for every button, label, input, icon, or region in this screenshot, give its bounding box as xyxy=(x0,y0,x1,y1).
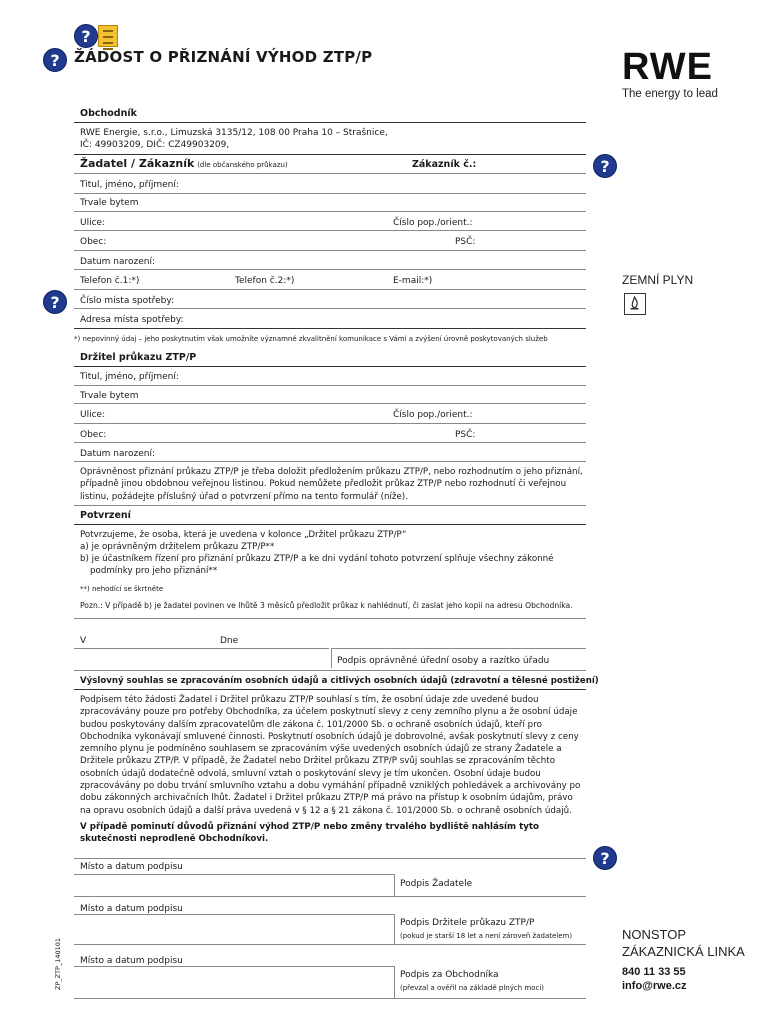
confirmation-line-4: podmínky pro jeho přiznání** xyxy=(90,566,218,576)
holder-name-field[interactable]: Titul, jméno, příjmení: xyxy=(80,372,179,382)
consent-text: Podpisem této žádosti Žadatel i Držitel průkazu ZTP/P souhlasí s tím, že osobní údaje zde uvedené budou zpracovávány pouze pro potřeby Obchodníka, za účelem poskytnutí slevy z ceny zemního plynu a že osobní údaje budou poskytovány dalším zpracovatelům dle zákona č. 101/2000 Sb. o ochraně osobních údajů, kteří pro Obchodníka vykonávají smluvené činnosti. Poskytnutí osobních údajů je dobrovolné, avšak poskytnutí slevy z ceny zemního plynu je podmíněno souhlasem se zpracováním výše uvedených osobních údajů ze strany Žadatele a Držitele průkazu ZTP/P. V případě, že Žadatel nebo Držitel průkazu ZTP/P svůj souhlas se zpracováním těchto osobních údajů dodatečně odvolá, smluvní vztah o poskytování slevy je tím ukončen. Osobní údaje budou zpracovávány po dobu trvání smluvního vztahu a dobu vymáhání případně vzniklých pohledávek a archivovány po dobu zákonných archivačních lhůt. Žadatel i Držitel průkazu ZTP/P má právo na přístup k osobním údajům, právo na opravu osobních údajů a další práva uvedená v § 12 a § 21 zákona č. 101/2000 Sb. o ochraně osobních údajů. xyxy=(80,695,581,816)
optional-footnote: *) nepovinný údaj – jeho poskytnutím však umožníte významné zkvalitnění komunikace s Vámi a zvýšení úrovně poskytovaných služeb xyxy=(74,335,548,343)
applicant-name-field[interactable]: Titul, jméno, příjmení: xyxy=(80,180,179,190)
consumption-place-number-field[interactable]: Číslo místa spotřeby: xyxy=(80,296,175,306)
place-date-1-field[interactable]: Místo a datum podpisu xyxy=(80,862,183,872)
applicant-house-number-field[interactable]: Číslo pop./orient.: xyxy=(393,218,473,228)
applicant-email-field[interactable]: E-mail:*) xyxy=(393,276,433,286)
place-date-2-field[interactable]: Místo a datum podpisu xyxy=(80,904,183,914)
help-icon-signature[interactable]: ? xyxy=(593,846,617,870)
applicant-signature-field[interactable]: Podpis Žadatele xyxy=(400,879,473,889)
holder-signature-note: (pokud je starší 18 let a není zároveň žadatelem) xyxy=(400,932,573,940)
holder-note: Oprávněnost přiznání průkazu ZTP/P je třeba doložit předložením průkazu ZTP/P, nebo rozhodnutím o jeho přiznání, případně jinou obdobnou veřejnou listinou. Pokud nemůžete předložit průkaz ZTP/P nebo rozhodnutí či veřejnou listinu, požádejte příslušný úřad o potvrzení přímo na tento formulář (níže). xyxy=(80,467,583,502)
rwe-logo xyxy=(622,48,734,100)
applicant-phone2-field[interactable]: Telefon č.2:*) xyxy=(235,276,295,286)
form-code: ZP_ZTP_140101 xyxy=(54,937,62,990)
help-icon-top[interactable]: ? xyxy=(74,24,98,48)
applicant-birthdate-field[interactable]: Datum narození: xyxy=(80,257,156,267)
trader-ids: IČ: 49903209, DIČ: CZ49903209, xyxy=(80,140,230,150)
confirmation-note: Pozn.: V případě b) je žadatel povinen ve lhůtě 3 měsíců předložit průkaz k nahlédnutí, či zaslat jeho kopii na adresu Obchodníka. xyxy=(80,601,573,610)
place-date-3-field[interactable]: Místo a datum podpisu xyxy=(80,956,183,966)
holder-heading: Držitel průkazu ZTP/P xyxy=(80,352,197,363)
trader-signature-note: (převzal a ověřil na základě plných moci) xyxy=(400,984,545,992)
help-icon-place[interactable]: ? xyxy=(43,290,67,314)
applicant-residence-label: Trvale bytem xyxy=(80,198,139,208)
applicant-city-field[interactable]: Obec: xyxy=(80,237,107,247)
confirmation-line-1: Potvrzujeme, že osoba, která je uvedena v kolonce „Držitel průkazu ZTP/P“ xyxy=(80,530,407,540)
brand-tagline: The energy to lead xyxy=(622,88,718,100)
hotline-label-1: NONSTOP xyxy=(622,927,687,942)
confirmation-line-3: b) je účastníkem řízení pro přiznání průkazu ZTP/P a ke dni vydání tohoto potvrzení splňuje všechny zákonné xyxy=(80,554,554,564)
confirmation-date-label: Dne xyxy=(220,636,239,646)
document-icon[interactable] xyxy=(98,25,118,47)
consent-heading: Výslovný souhlas se zpracováním osobních údajů a citlivých osobních údajů (zdravotní a tělesné postižení) xyxy=(80,676,599,686)
holder-street-field[interactable]: Ulice: xyxy=(80,410,106,420)
holder-signature-field[interactable]: Podpis Držitele průkazu ZTP/P xyxy=(400,918,535,928)
hotline-phone[interactable]: 840 11 33 55 xyxy=(622,966,686,978)
confirmation-place-label: V xyxy=(80,636,87,646)
applicant-street-field[interactable]: Ulice: xyxy=(80,218,106,228)
strike-footnote: **) nehodící se škrtněte xyxy=(80,585,164,593)
customer-number-label: Zákazník č.: xyxy=(412,159,477,170)
confirmation-heading: Potvrzení xyxy=(80,510,131,521)
flame-icon xyxy=(624,293,646,315)
page-title: ŽÁDOST O PŘIZNÁNÍ VÝHOD ZTP/P xyxy=(74,48,373,66)
brand-name: RWE xyxy=(622,46,713,88)
consent-bold-note: V případě pominutí důvodů přiznání výhod ZTP/P nebo změny trvalého bydliště nahlásím tyto skutečnosti neprodleně Obchodníkovi. xyxy=(80,822,540,845)
holder-birthdate-field[interactable]: Datum narození: xyxy=(80,449,156,459)
help-icon-customer[interactable]: ? xyxy=(593,154,617,178)
applicant-zip-field[interactable]: PSČ: xyxy=(455,237,476,247)
holder-city-field[interactable]: Obec: xyxy=(80,430,107,440)
holder-house-number-field[interactable]: Číslo pop./orient.: xyxy=(393,410,473,420)
confirmation-line-2: a) je oprávněným držitelem průkazu ZTP/P** xyxy=(80,542,275,552)
hotline-label-2: ZÁKAZNICKÁ LINKA xyxy=(622,944,745,959)
help-icon-title[interactable]: ? xyxy=(43,48,67,72)
holder-zip-field[interactable]: PSČ: xyxy=(455,430,476,440)
applicant-heading: Žadatel / Zákazník (dle občanského průkazu) xyxy=(80,157,288,170)
trader-heading: Obchodník xyxy=(80,108,137,119)
hotline-email[interactable]: info@rwe.cz xyxy=(622,980,687,992)
trader-signature-field[interactable]: Podpis za Obchodníka xyxy=(400,970,499,980)
product-label: ZEMNÍ PLYN xyxy=(622,273,694,287)
holder-residence-label: Trvale bytem xyxy=(80,391,139,401)
official-signature-label[interactable]: Podpis oprávněné úřední osoby a razítko úřadu xyxy=(337,656,550,666)
trader-address: RWE Energie, s.r.o., Limuzská 3135/12, 108 00 Praha 10 – Strašnice, xyxy=(80,128,388,138)
consumption-place-address-field[interactable]: Adresa místa spotřeby: xyxy=(80,315,184,325)
applicant-phone1-field[interactable]: Telefon č.1:*) xyxy=(80,276,140,286)
